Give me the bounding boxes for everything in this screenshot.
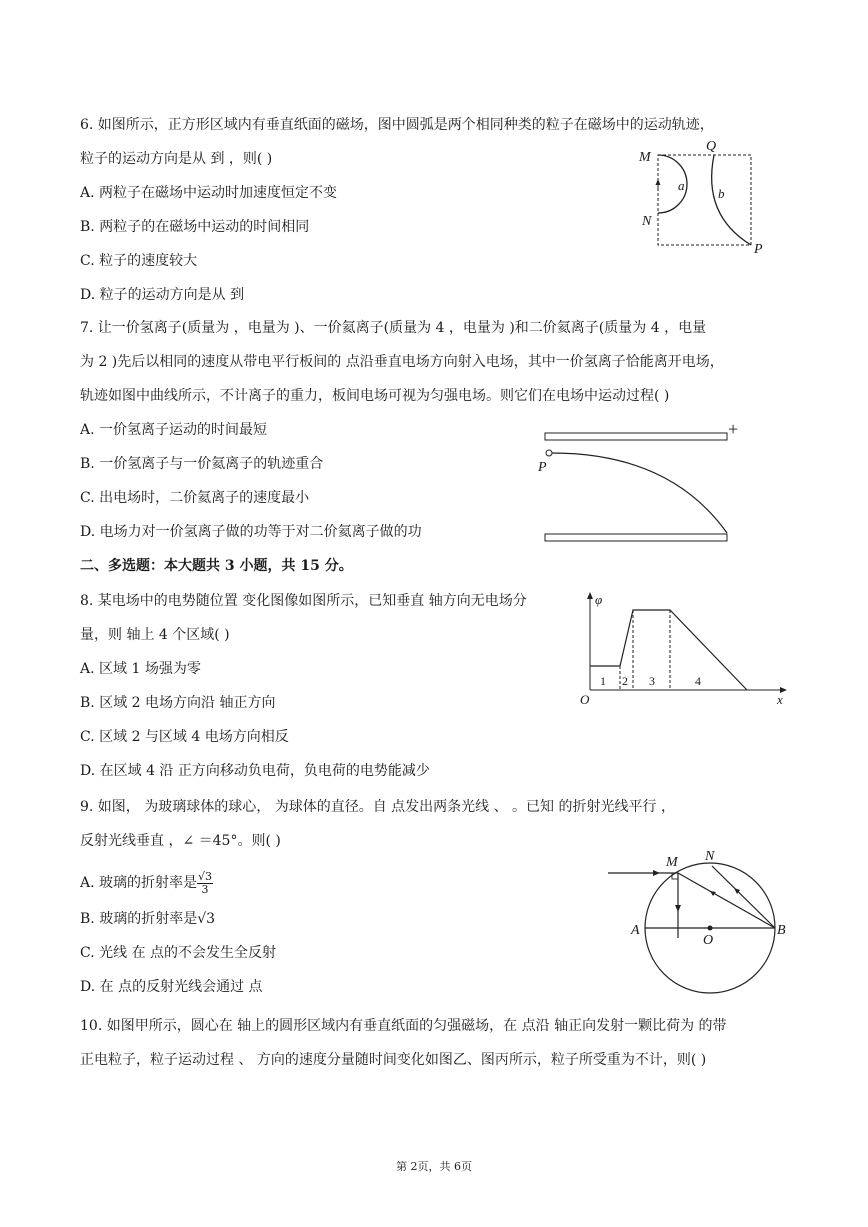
q7-label-P: P: [538, 460, 547, 475]
q8-stem-line1: 8. 某电场中的电势随位置 变化图像如图所示，已知垂直 轴方向无电场分: [80, 593, 527, 609]
q9-label-A: A: [631, 923, 640, 938]
q9-figure: [600, 840, 800, 1000]
q9-fraction-denominator: 3: [201, 882, 209, 896]
q10-stem-line2: 正电粒子，粒子运动过程 、 方向的速度分量随时间变化如图乙、图丙所示，粒子所受重为不计，则( ): [80, 1052, 707, 1068]
section-heading-multiple-choice: 二、多选题：本大题共 3 小题，共 15 分。: [80, 558, 353, 574]
q8-label-phi: φ: [595, 592, 603, 607]
q7-option-d: D. 电场力对一价氢离子做的功等于对二价氦离子做的功: [80, 524, 422, 540]
q7-option-b: B. 一价氢离子与一价氦离子的轨迹重合: [80, 456, 324, 472]
q9-option-a: [80, 870, 213, 896]
q7-stem-line3: 轨迹如图中曲线所示，不计离子的重力，板间电场可视为匀强电场。则它们在电场中运动过程( ): [80, 388, 670, 404]
q6-option-a: A. 两粒子在磁场中运动时加速度恒定不变: [80, 185, 338, 201]
q10-stem-line1: 10. 如图甲所示，圆心在 轴上的圆形区域内有垂直纸面的匀强磁场，在 点沿 轴正向发射一颗比荷为 的带: [80, 1018, 727, 1034]
q6-option-c: C. 粒子的速度较大: [80, 253, 198, 269]
q6-option-b: B. 两粒子的在磁场中运动的时间相同: [80, 219, 310, 235]
q7-stem-line1: 7. 让一价氢离子(质量为 ，电量为 )、一价氦离子(质量为 4 ，电量为 )和二价氦离子(质量为 4 ，电量: [80, 320, 707, 336]
q9-label-O: O: [703, 933, 714, 948]
q6-label-P: P: [754, 242, 763, 257]
q9-option-b-value: √3: [197, 911, 216, 927]
q9-label-N: N: [705, 849, 715, 864]
q8-region-4: 4: [695, 674, 701, 688]
q8-option-d: D. 在区域 4 沿 正方向移动负电荷，负电荷的电势能减少: [80, 763, 430, 779]
q7-option-c: C. 出电场时，二价氦离子的速度最小: [80, 490, 310, 506]
q8-label-O: O: [580, 692, 590, 707]
q6-figure: [630, 135, 780, 260]
q9-option-a-text: A. 玻璃的折射率是: [80, 875, 198, 891]
page-footer: 第 2页，共 6页: [396, 1160, 472, 1173]
q9-option-d: D. 在 点的反射光线会通过 点: [80, 979, 263, 995]
q7-plus-sign: +: [728, 419, 739, 439]
q9-label-M: M: [666, 855, 678, 870]
q6-label-b: b: [718, 186, 725, 201]
q8-stem-line2: 量，则 轴上 4 个区域( ): [80, 627, 230, 643]
q8-region-1: 1: [600, 674, 606, 688]
q9-stem-line1: 9. 如图， 为玻璃球体的球心， 为球体的直径。自 点发出两条光线 、 。已知 的折射光线平行 ，: [80, 799, 675, 815]
q6-label-N: N: [642, 214, 652, 229]
q8-label-x: x: [777, 692, 783, 707]
q8-figure: [575, 588, 795, 713]
q9-option-b-text: B. 玻璃的折射率是: [80, 911, 198, 927]
q6-option-d: D. 粒子的运动方向是从 到: [80, 287, 245, 303]
q9-option-b: [80, 910, 215, 928]
q8-option-a: A. 区域 1 场强为零: [80, 661, 201, 677]
q6-label-a: a: [678, 178, 685, 193]
q6-label-Q: Q: [706, 139, 717, 154]
q9-option-c: C. 光线 在 点的不会发生全反射: [80, 945, 277, 961]
q9-stem-line2: 反射光线垂直 ，∠ ＝45°。则( ): [80, 833, 281, 849]
q8-region-2: 2: [622, 674, 628, 688]
q7-option-a: A. 一价氢离子运动的时间最短: [80, 422, 268, 438]
q6-stem-line1: 6. 如图所示，正方形区域内有垂直纸面的磁场，图中圆弧是两个相同种类的粒子在磁场中的运动轨迹，: [80, 117, 714, 133]
q8-option-b: B. 区域 2 电场方向沿 轴正方向: [80, 695, 276, 711]
q9-option-a-fraction: [197, 871, 213, 896]
q9-label-B: B: [777, 923, 786, 938]
q7-stem-line2: 为 2 )先后以相同的速度从带电平行板间的 点沿垂直电场方向射入电场，其中一价氢离子恰能离开电场，: [80, 354, 724, 370]
q6-label-M: M: [639, 150, 651, 165]
q9-fraction-numerator: √3: [198, 869, 213, 883]
q8-region-3: 3: [649, 674, 655, 688]
q7-figure: [530, 415, 750, 550]
q6-stem-line2: 粒子的运动方向是从 到 ，则( ): [80, 151, 273, 167]
q8-option-c: C. 区域 2 与区域 4 电场方向相反: [80, 729, 289, 745]
